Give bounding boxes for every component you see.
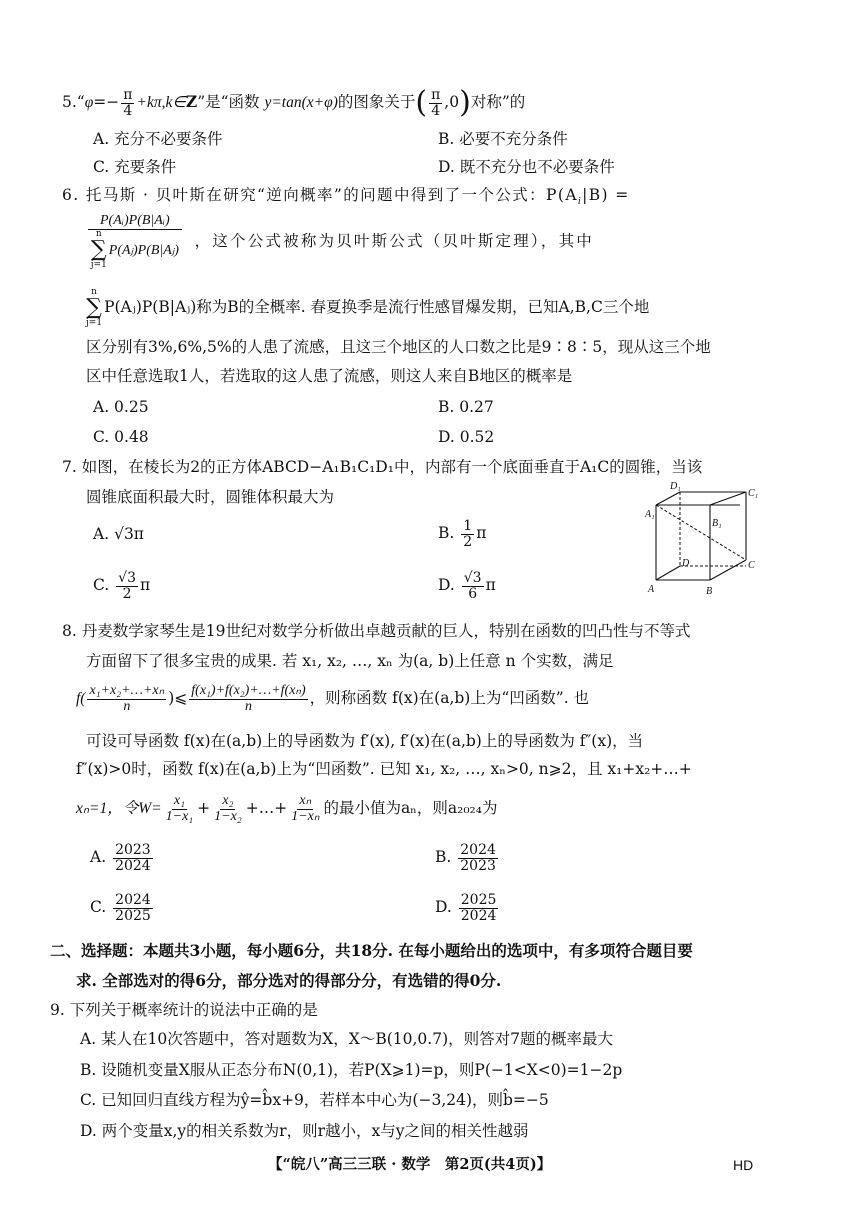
q8-line5: f″(x)>0时，函数 f(x)在(a,b)上为“凹函数”. 已知 x₁, x₂, …, xₙ>0, n⩾2，且 x₁+x₂+…+ (76, 760, 692, 778)
option-fraction (461, 519, 474, 549)
label-D: D (682, 558, 690, 569)
sum-sign (91, 230, 107, 270)
option-fraction (462, 571, 484, 601)
q8-text: ，则称函数 f(x)在(a,b)上为“凹函数”. 也 (309, 689, 590, 708)
option-label: D. (438, 576, 455, 595)
option-fraction (116, 571, 138, 601)
q8-line1: 8. 丹麦数学家琴生是19世纪对数学分析做出卓越贡献的巨人，特别在函数的凹凸性与不等式 (62, 622, 691, 640)
q6-line1 (62, 188, 630, 207)
label-A: A (648, 584, 655, 595)
sum-top: n (95, 228, 102, 239)
q6-sub-i: i (577, 196, 583, 208)
label-C1: C₁ (748, 488, 759, 499)
option-label: B. (435, 848, 452, 867)
frac-num: 1 (463, 518, 473, 534)
frac-num: π (431, 87, 441, 103)
sum-sign (86, 288, 102, 328)
q8-option-a (90, 843, 155, 873)
q8-frac-mean-x (87, 684, 166, 714)
q5-text: 对称”的 (470, 93, 526, 112)
q6-option-c: C. 0.48 (93, 428, 149, 446)
option-fraction (458, 843, 498, 873)
q8-plus: + (197, 799, 211, 818)
sum-bot: j=1 (90, 259, 107, 270)
cube-edge (656, 566, 680, 580)
q8-dots: +…+ (245, 799, 288, 818)
q7-option-a (93, 527, 144, 543)
sigma-icon: ∑ (90, 236, 107, 262)
q5-paren-close: ) (459, 85, 471, 121)
option-value: √3π (114, 525, 144, 543)
frac-den: 4 (123, 102, 133, 119)
q7-line2: 圆锥底面积最大时，圆锥体积最大为 (86, 488, 335, 506)
option-fraction (113, 893, 153, 923)
q7-option-d (438, 571, 496, 601)
sigma-icon: ∑ (86, 295, 102, 320)
option-label: C. (90, 898, 107, 917)
q8-jensen-inequality (76, 684, 589, 714)
q5-func: y=tan(x+φ) (264, 94, 338, 112)
frac-den: n (123, 698, 131, 714)
page-footer: 【“皖八”高三三联 · 数学 第2页(共4页)】 (268, 1156, 552, 1173)
frac-den: 2024 (115, 857, 151, 874)
frac-den: 2 (122, 585, 132, 602)
cube-figure (640, 480, 770, 600)
option-label: B. (438, 524, 455, 543)
option-fraction (113, 843, 153, 873)
q5-option-a: A. 充分不必要条件 (93, 130, 223, 148)
q7-option-b (438, 519, 486, 549)
q8-option-d (435, 893, 500, 923)
q5-option-c: C. 充要条件 (93, 158, 177, 176)
q6-den-text: P(Aⱼ)P(B|Aⱼ) (108, 242, 179, 258)
q5-phi: φ (84, 94, 94, 112)
q5-option-b: B. 必要不充分条件 (438, 130, 568, 148)
q8-frac-mean-f (189, 684, 307, 714)
option-label: A. (93, 525, 110, 543)
frac-num: 2023 (115, 842, 151, 858)
frac-den: 1−x₁ (165, 808, 194, 824)
q6-option-d: D. 0.52 (438, 428, 495, 446)
frac-num: π (123, 87, 133, 103)
frac-num: f(x₁)+f(x₂)+…+f(xₙ) (191, 683, 306, 698)
label-D1: D₁ (670, 481, 681, 492)
frac-den: 1−x₂ (214, 808, 242, 824)
q6-line3 (86, 288, 649, 328)
sum-top: n (91, 287, 97, 297)
frac-den: 1−xₙ (291, 808, 320, 824)
q6-text: 6. 托马斯 · 贝叶斯在研究“逆向概率”的问题中得到了一个公式：P(A (62, 186, 578, 204)
frac-den: 2025 (115, 907, 151, 924)
q8-line4: 可设可导函数 f(x)在(a,b)上的导函数为 f′(x), f′(x)在(a,b)上的导函数为 f″(x)，当 (86, 732, 644, 750)
q6-text: |B) = (582, 186, 630, 204)
q8-w-fracn (289, 794, 321, 824)
option-label: D. (435, 898, 452, 917)
q8-w-frac1 (164, 794, 196, 824)
frac-den: 2024 (460, 907, 497, 924)
option-fraction (459, 893, 499, 923)
label-B1: B₁ (712, 518, 722, 529)
cube-diagonal-A1C (656, 505, 746, 560)
q6-bayes-fraction (88, 214, 182, 270)
sum-bot: j=1 (86, 318, 103, 328)
label-A1: A₁ (645, 509, 655, 520)
q8-option-c (90, 893, 155, 923)
q8-line2: 方面留下了很多宝贵的成果. 若 x₁, x₂, …, xₙ 为(a, b)上任意 n 个实数，满足 (86, 652, 614, 670)
q9-option-d: D. 两个变量x,y的相关系数为r，则r越小，x与y之间的相关性越弱 (80, 1122, 529, 1140)
frac-num: 2024 (460, 842, 496, 858)
cube-edge (710, 560, 746, 580)
frac-num: x₁ (173, 793, 185, 808)
q8-option-b (435, 843, 500, 873)
q5-option-d: D. 既不充分也不必要条件 (438, 158, 615, 176)
option-pi: π (140, 576, 151, 595)
option-label: A. (90, 848, 107, 867)
q6-option-b: B. 0.27 (438, 398, 494, 416)
q8-w-frac2 (212, 794, 244, 824)
q8-text: ) (168, 689, 175, 708)
option-pi: π (485, 576, 496, 595)
option-pi: π (476, 524, 487, 543)
q9-stem: 9. 下列关于概率统计的说法中正确的是 (50, 1001, 318, 1019)
frac-den: 6 (468, 585, 478, 602)
q5-stem (62, 85, 526, 121)
q5-text: ”是“函数 (197, 93, 265, 112)
section2-heading: 二、选择题：本题共3小题，每小题6分，共18分. 在每小题给出的选项中，有多项符合题目要 (50, 941, 693, 960)
frac-num: x₁+x₂+…+xₙ (89, 683, 165, 698)
q5-text: =− (93, 93, 120, 112)
footer-code: HD (733, 1157, 754, 1173)
q9-option-b: B. 设随机变量X服从正态分布N(0,1)，若P(X⩾1)=p，则P(−1<X<0)=1−2p (80, 1061, 623, 1079)
q5-paren-open: ( (415, 85, 428, 121)
section2-heading-cont: 求. 全部选对的得6分，部分选对的得部分分，有选错的得0分. (76, 971, 502, 990)
q6-option-a: A. 0.25 (93, 398, 149, 416)
q6-text: ，这个公式被称为贝叶斯公式（贝叶斯定理），其中 (194, 231, 594, 250)
q6-text: P(Aⱼ)P(B|Aⱼ)称为B的全概率. 春夏换季是流行性感冒爆发期，已知A,B,C三个地 (104, 298, 650, 316)
q5-text: ,0 (444, 93, 460, 112)
q9-option-c: C. 已知回归直线方程为ŷ=b̂x+9，若样本中心为(−3,24)，则b̂=−5 (80, 1091, 549, 1109)
frac-num: √3 (463, 570, 482, 586)
q5-text: +kπ,k∈ (136, 94, 186, 112)
frac-den (89, 230, 181, 270)
frac-den: n (244, 698, 252, 714)
q7-line1: 7. 如图，在棱长为2的正方体ABCD−A₁B₁C₁D₁中，内部有一个底面垂直于A₁C的圆锥，当该 (62, 458, 703, 476)
q5-frac-point (429, 88, 442, 118)
option-label: C. (93, 576, 110, 595)
q8-line6 (76, 794, 497, 824)
frac-num: xₙ (299, 793, 312, 808)
frac-num: x₂ (222, 793, 234, 808)
frac-den: 4 (431, 102, 441, 119)
frac-num: √3 (118, 570, 136, 586)
q7-option-c (93, 571, 150, 601)
q5-text: 的图象关于 (337, 93, 416, 112)
frac-num: 2024 (115, 892, 151, 908)
cube-edge (710, 492, 746, 505)
q8-text: f( (76, 690, 86, 708)
q8-le: ⩽ (174, 689, 188, 708)
q8-text: xₙ=1，令W= (76, 800, 162, 818)
label-B: B (706, 586, 713, 597)
q5-Z: Z (185, 92, 198, 112)
q6-line4: 区分别有3%,6%,5%的人患了流感，且这三个地区的人口数之比是9∶8∶5，现从这三个地 (86, 338, 711, 356)
q5-frac-pi4 (121, 88, 134, 118)
q9-option-a: A. 某人在10次答题中，答对题数为X，X～B(10,0.7)，则答对7题的概率最大 (80, 1030, 613, 1048)
frac-num: P(Aᵢ)P(B|Aᵢ) (88, 214, 182, 230)
frac-num: 2025 (460, 892, 497, 908)
q6-line5: 区中任意选取1人，若选取的这人患了流感，则这人来自B地区的概率是 (86, 367, 573, 385)
q8-text: 的最小值为aₙ，则a₂₀₂₄为 (323, 799, 498, 818)
cube-edge (656, 492, 680, 505)
label-C: C (748, 560, 755, 571)
q5-text: 5.“ (62, 93, 85, 112)
q6-formula (86, 214, 594, 270)
frac-den: 2023 (460, 857, 496, 874)
frac-den: 2 (463, 533, 473, 550)
